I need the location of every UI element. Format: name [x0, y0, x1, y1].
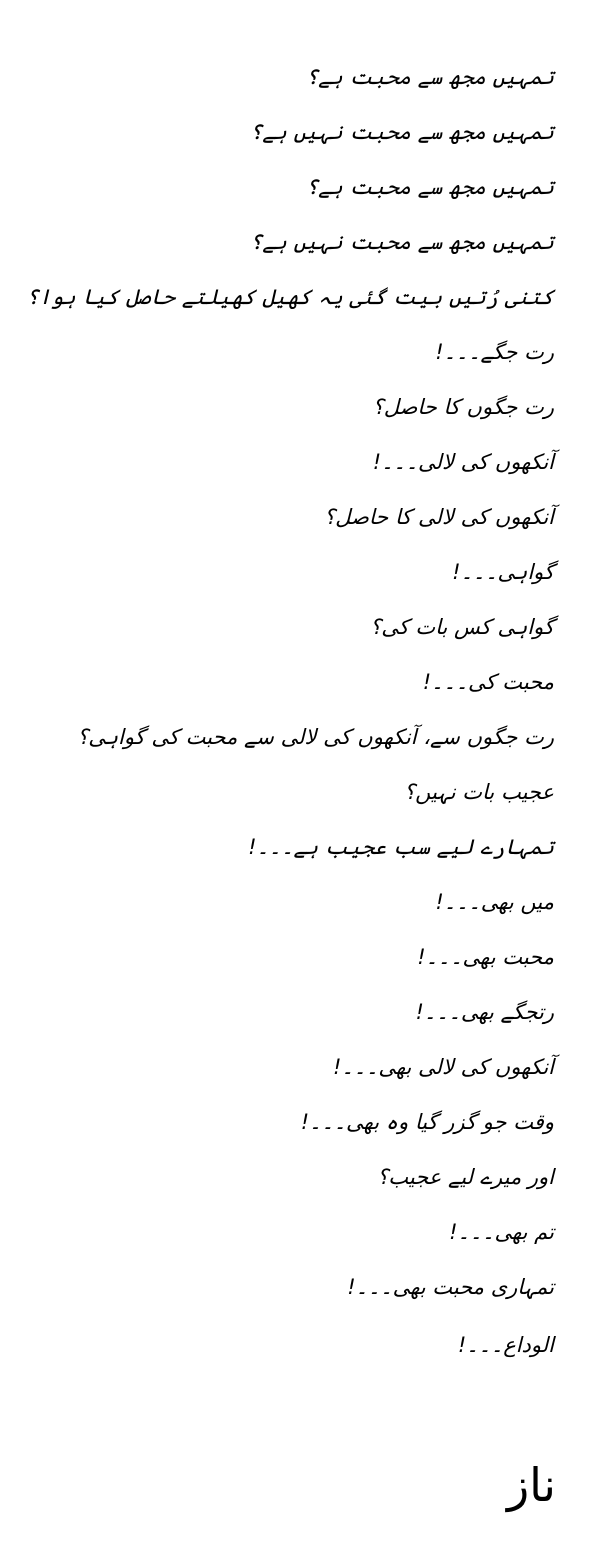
poem-line: کتنی رُتیں بیت گئی یہ کھیل کھیلتے حاصل کیا ہوا؟ — [26, 285, 554, 309]
poem-line: تمہیں مجھ سے محبت ہے؟ — [305, 65, 554, 89]
author-signature: ناز — [506, 1458, 556, 1512]
poem-line: رتجگے بھی۔۔۔! — [415, 1000, 554, 1024]
poem-line: عجیب بات نہیں؟ — [403, 780, 554, 804]
poem-line: تمہاری محبت بھی۔۔۔! — [347, 1275, 554, 1299]
poem-line: اور میرے لیے عجیب؟ — [377, 1165, 554, 1189]
poem-line: آنکھوں کی لالی۔۔۔! — [372, 450, 554, 474]
poem-line: تمہیں مجھ سے محبت نہیں ہے؟ — [249, 120, 554, 144]
poem-body — [26, 62, 554, 1327]
farewell-line: الوداع۔۔۔! — [457, 1333, 554, 1357]
poem-line: محبت بھی۔۔۔! — [417, 945, 554, 969]
poem-line: تمہارے لیے سب عجیب ہے۔۔۔! — [248, 835, 554, 859]
poem-line: تمہیں مجھ سے محبت ہے؟ — [305, 175, 554, 199]
poem-line: تمہیں مجھ سے محبت نہیں ہے؟ — [249, 230, 554, 254]
poem-line: رت جگوں سے، آنکھوں کی لالی سے محبت کی گواہی؟ — [77, 725, 554, 749]
poem-line: میں بھی۔۔۔! — [435, 890, 554, 914]
poem-line: محبت کی۔۔۔! — [422, 670, 554, 694]
poem-line: تم بھی۔۔۔! — [449, 1220, 554, 1244]
poem-line: رت جگوں کا حاصل؟ — [372, 395, 554, 419]
poem-line: آنکھوں کی لالی کا حاصل؟ — [324, 505, 554, 529]
poem-line: آنکھوں کی لالی بھی۔۔۔! — [333, 1055, 554, 1079]
poem-line: گواہی کس بات کی؟ — [370, 615, 554, 639]
poem-line: گواہی۔۔۔! — [452, 560, 554, 584]
poem-line: وقت جو گزر گیا وہ بھی۔۔۔! — [300, 1110, 554, 1134]
poem-line: رت جگے۔۔۔! — [435, 340, 554, 364]
